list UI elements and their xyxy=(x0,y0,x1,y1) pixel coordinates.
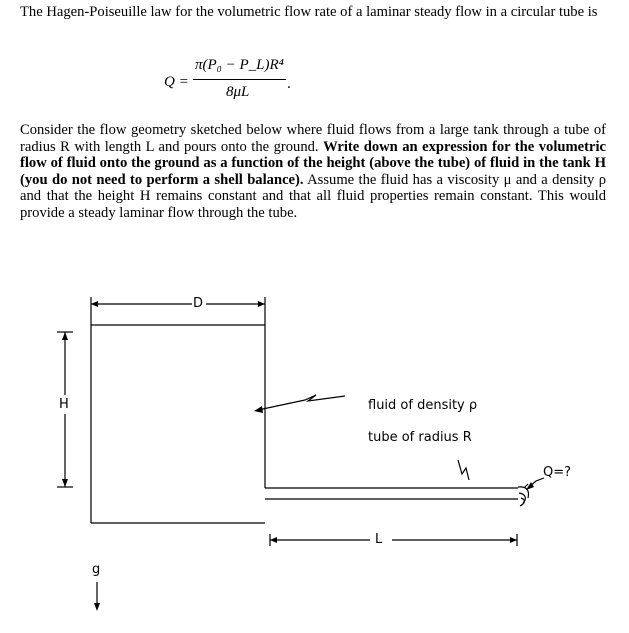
label-q: Q=? xyxy=(543,465,572,480)
label-tube-radius: tube of radius R xyxy=(368,430,472,445)
tube-leader-line xyxy=(458,460,469,480)
l-arrow-left xyxy=(270,537,277,543)
d-arrow-left xyxy=(91,301,98,307)
label-h: H xyxy=(59,397,69,412)
problem-text-intro: Consider the flow geometry sketched below where fluid flows from a large tank through a tube of radius R with length L and pours onto the ground. xyxy=(20,122,606,155)
problem-text-assumptions: Assume the fluid has a viscosity μ and a density ρ and that the height H remains constant and that all fluid properties remain constant. This would provide a steady laminar flow through the tube. xyxy=(20,171,606,221)
fluid-leader-line xyxy=(258,395,345,410)
equation-denominator: 8μL xyxy=(226,84,250,100)
label-d: D xyxy=(193,296,204,311)
d-arrow-right xyxy=(258,301,265,307)
label-l: L xyxy=(375,532,383,547)
equation-lhs: Q = xyxy=(164,74,189,90)
label-fluid-density: fluid of density ρ xyxy=(368,398,478,413)
h-arrow-top xyxy=(62,332,68,340)
gravity-arrowhead xyxy=(94,603,100,611)
equation-end-mark: . xyxy=(287,76,291,92)
problem-text-bold: Write down an expression for the volumetric flow of fluid onto the ground as a function of the height (above the tube) of fluid in the tank H (you do not need to perform a shell balance). xyxy=(20,138,606,188)
outflow-jet xyxy=(518,484,529,506)
equation-numerator: π(P₀ − P_L)R⁴ xyxy=(195,57,284,73)
fluid-leader-arrowhead xyxy=(254,406,263,413)
h-arrow-bottom xyxy=(62,479,68,487)
intro-paragraph: The Hagen-Poiseuille law for the volumetric flow rate of a laminar steady flow in a circular tube is xyxy=(20,4,598,20)
label-g: g xyxy=(92,562,101,577)
l-arrow-right xyxy=(510,537,517,543)
